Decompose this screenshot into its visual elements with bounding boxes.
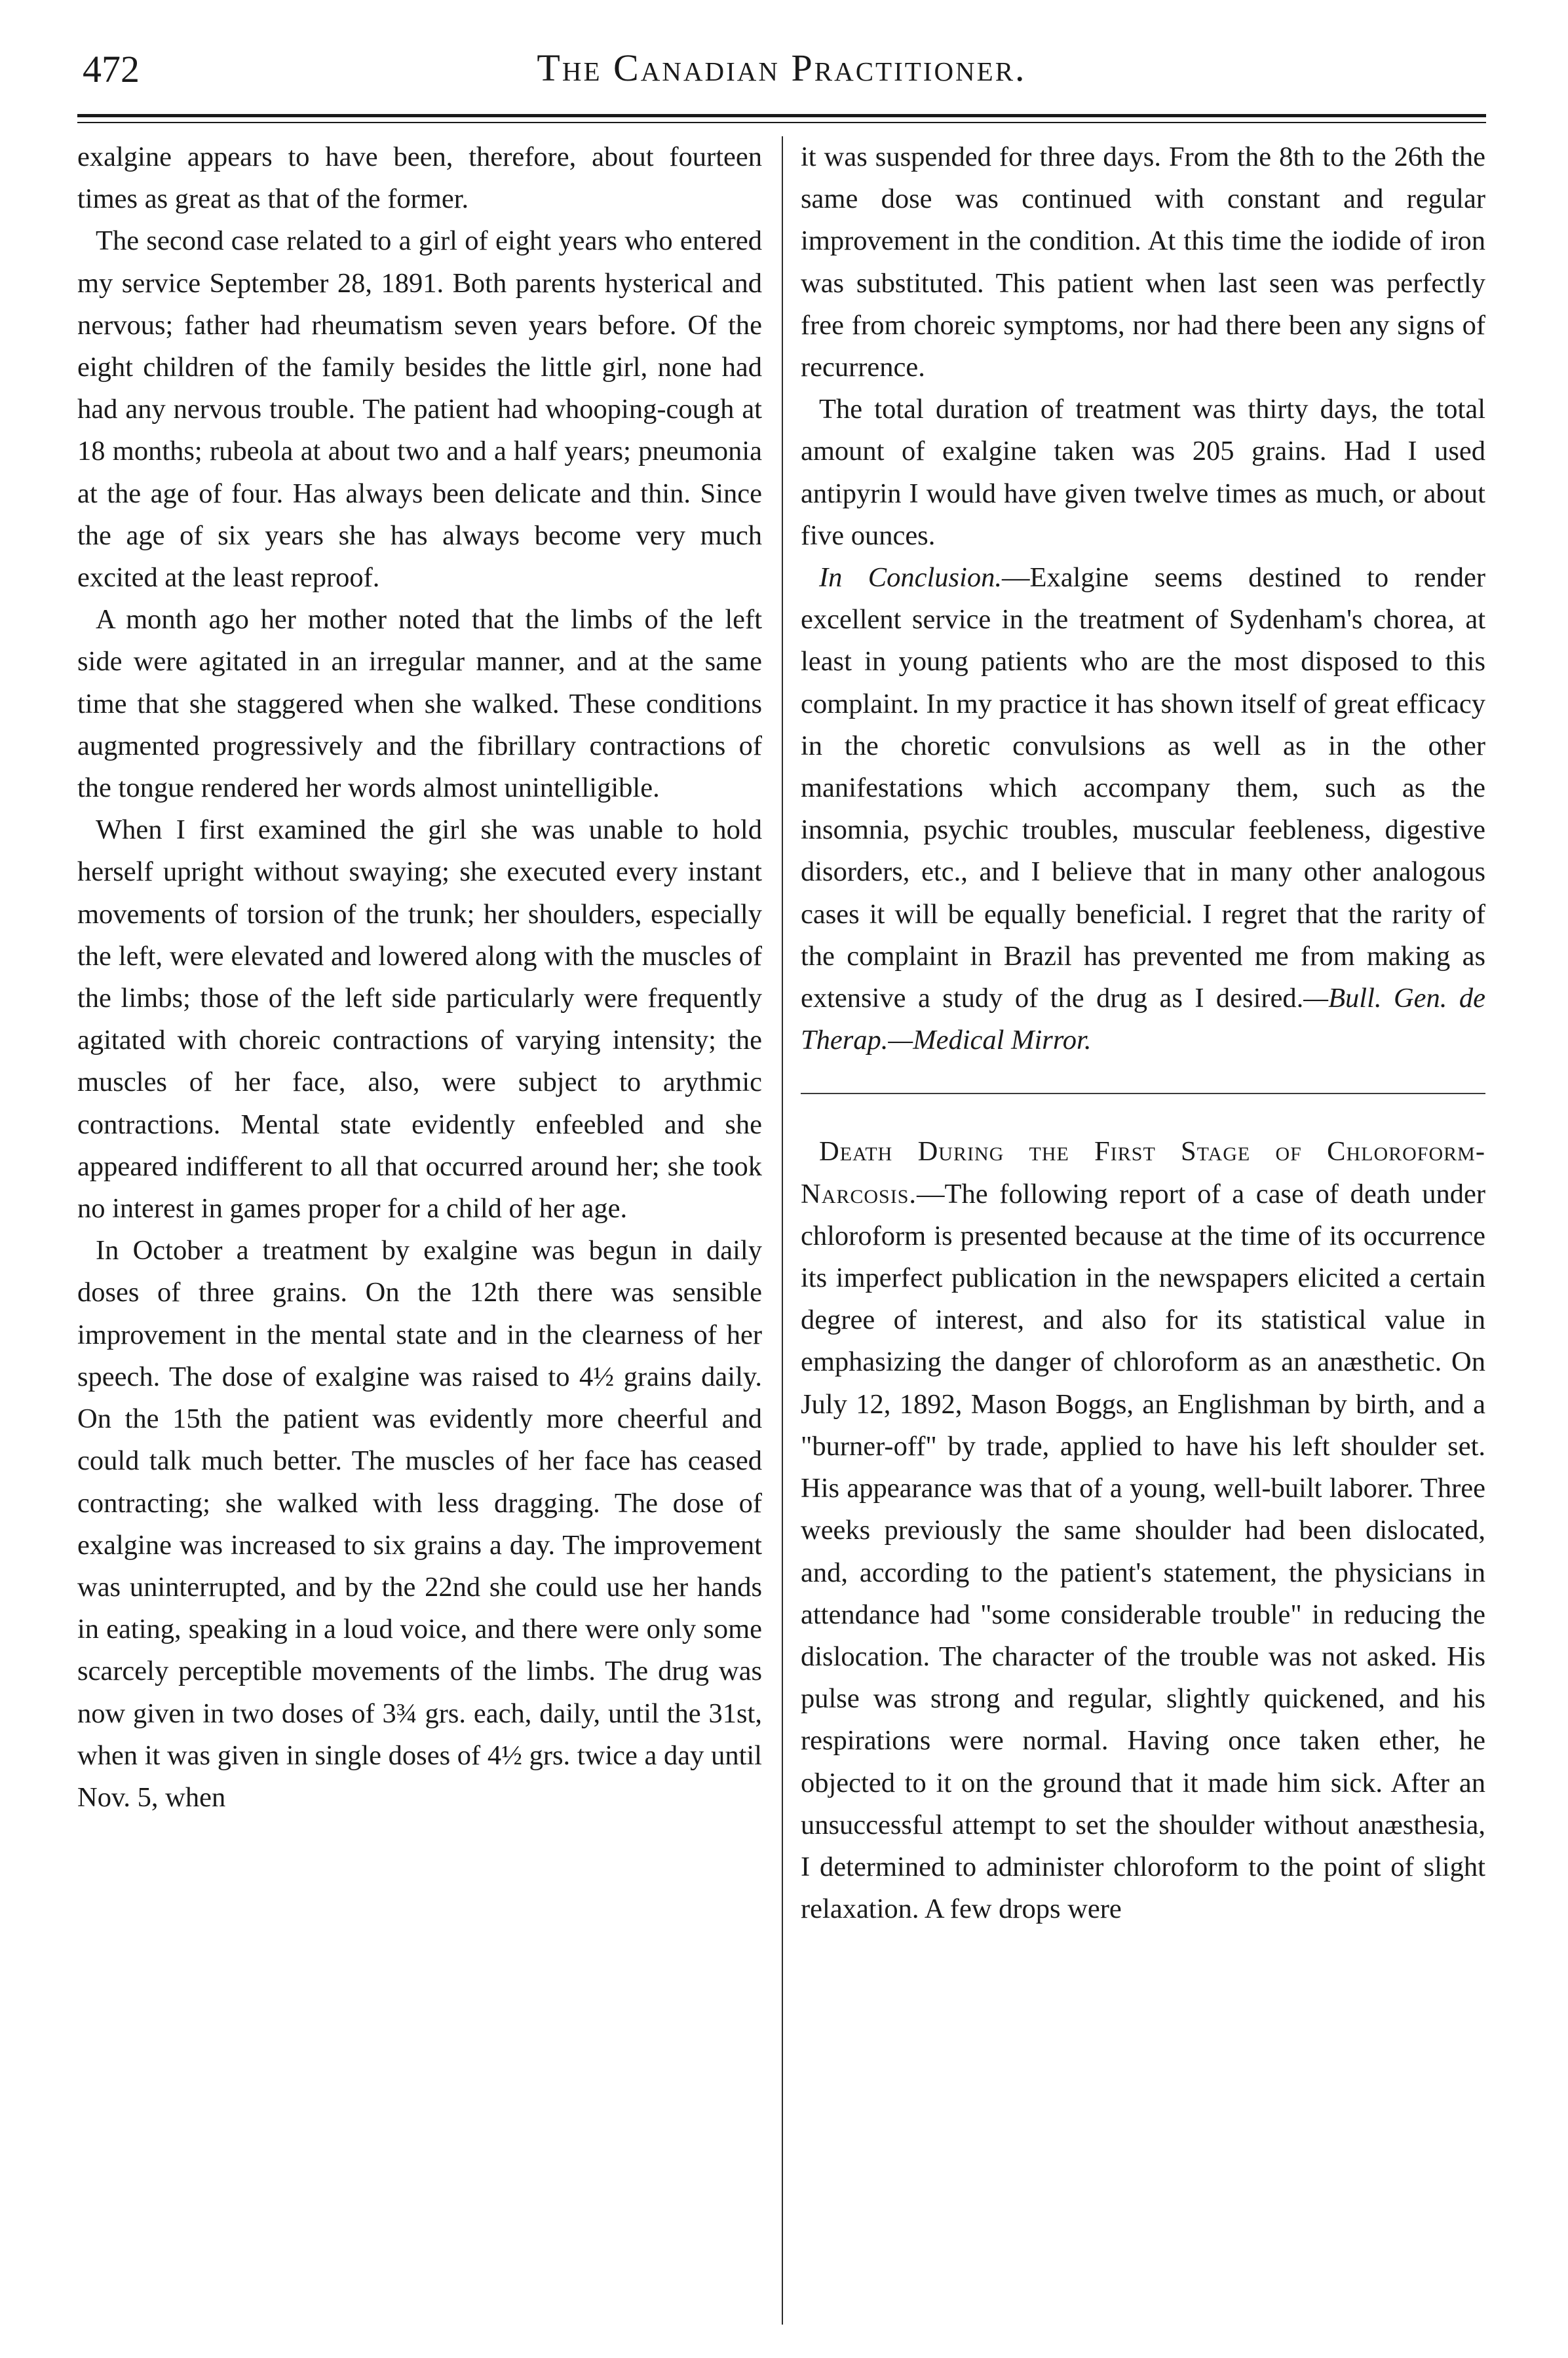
page-number: 472 xyxy=(83,48,140,90)
conclusion-body: —Exalgine seems destined to render excellent service in the treatment of Sydenham's chorea, at least in young patients who are the most disposed to this complaint. In my practice it has shown itself of great efficacy in the choretic convulsions as well as in the other manifestations which accompany them, such as the insomnia, psychic troubles, muscular feebleness, digestive disorders, etc., and I believe that in many other analogous cases it will be equally beneficial. I regret that the rarity of the complaint in Brazil has prevented me from making as extensive a study of the drug as I desired. xyxy=(801,562,1485,1014)
conclusion-heading: In Conclusion. xyxy=(819,562,1002,594)
paragraph: In October a treatment by exalgine was begun in daily doses of three grains. On the 12th there was sensible improvement in the mental state and in the clearness of her speech. The dose of exalgine was raised to 4½ grains daily. On the 15th the patient was evidently more cheerful and could talk much better. The muscles of her face has ceased contracting; she walked with less dragging. The dose of exalgine was increased to six grains a day. The improvement was uninterrupted, and by the 22nd she could use her hands in eating, speaking in a loud voice, and there were only some scarcely perceptible movements of the limbs. The drug was now given in two doses of 3¾ grs. each, daily, until the 31st, when it was given in single doses of 4½ grs. twice a day until Nov. 5, when xyxy=(77,1235,762,1813)
section-paragraph xyxy=(801,1131,1485,1930)
running-title: The Canadian Practitioner. xyxy=(537,47,1027,89)
page-header xyxy=(77,31,1486,104)
section-title: Death During the First Stage of Chloroform-Narcosis. xyxy=(801,1136,1485,1209)
citation: —Bull. Gen. de Therap.—Medical Mirror. xyxy=(801,983,1485,1056)
conclusion-paragraph xyxy=(801,557,1485,1061)
header-rule-thick xyxy=(77,114,1486,117)
section-body: —The following report of a case of death under chloroform is presented because at the time of its occurrence its imperfect publication in the newspapers elicited a certain degree of interest, and also for its statistical value in emphasizing the danger of chloroform as an anæsthetic. On July 12, 1892, Mason Boggs, an Englishman by birth, and a "burner-off" by trade, applied to have his left shoulder set. His appearance was that of a young, well-built laborer. Three weeks previously the same shoulder had been dislocated, and, according to the patient's statement, the physicians in attendance had "some considerable trouble" in reducing the dislocation. The character of the trouble was not asked. His pulse was strong and regular, slightly quickened, and his respirations were normal. Having once taken ether, he objected to it on the ground that it made him sick. After an unsuccessful attempt to set the shoulder without anæsthesia, I determined to administer chloroform to the point of slight relaxation. A few drops were xyxy=(801,1178,1485,1925)
column-divider xyxy=(782,136,783,2325)
paragraph: it was suspended for three days. From the 8th to the 26th the same dose was continued with constant and regular improvement in the condition. At this time the iodide of iron was substituted. This patient when last seen was perfectly free from choreic symptoms, nor had there been any signs of recurrence. xyxy=(801,142,1485,383)
paragraph: The total duration of treatment was thirty days, the total amount of exalgine taken was 205 grains. Had I used antipyrin I would have given twelve times as much, or about five ounces. xyxy=(801,394,1485,551)
paragraph: exalgine appears to have been, therefore, about fourteen times as great as that of the former. xyxy=(77,142,762,215)
left-column xyxy=(77,136,762,2325)
paragraph: When I first examined the girl she was unable to hold herself upright without swaying; she executed every instant movements of torsion of the trunk; her shoulders, especially the left, were elevated and lowered along with the muscles of the limbs; those of the left side particularly were frequently agitated with choreic contractions of varying intensity; the muscles of her face, also, were subject to arythmic contractions. Mental state evidently enfeebled and she appeared indifferent to all that occurred around her; she took no interest in games proper for a child of her age. xyxy=(77,814,762,1225)
header-rule-thin xyxy=(77,122,1486,123)
paragraph: A month ago her mother noted that the limbs of the left side were agitated in an irregular manner, and at the same time that she staggered when she walked. These conditions augmented progressively and the fibrillary contractions of the tongue rendered her words almost unintelligible. xyxy=(77,604,762,804)
paragraph: The second case related to a girl of eight years who entered my service September 28, 1891. Both parents hysterical and nervous; father had rheumatism seven years before. Of the eight children of the family besides the little girl, none had had any nervous trouble. The patient had whooping-cough at 18 months; rubeola at about two and a half years; pneumonia at the age of four. Has always been delicate and thin. Since the age of six years she has always become very much excited at the least reproof. xyxy=(77,225,762,594)
section-separator xyxy=(801,1093,1485,1094)
right-column xyxy=(801,136,1485,2325)
